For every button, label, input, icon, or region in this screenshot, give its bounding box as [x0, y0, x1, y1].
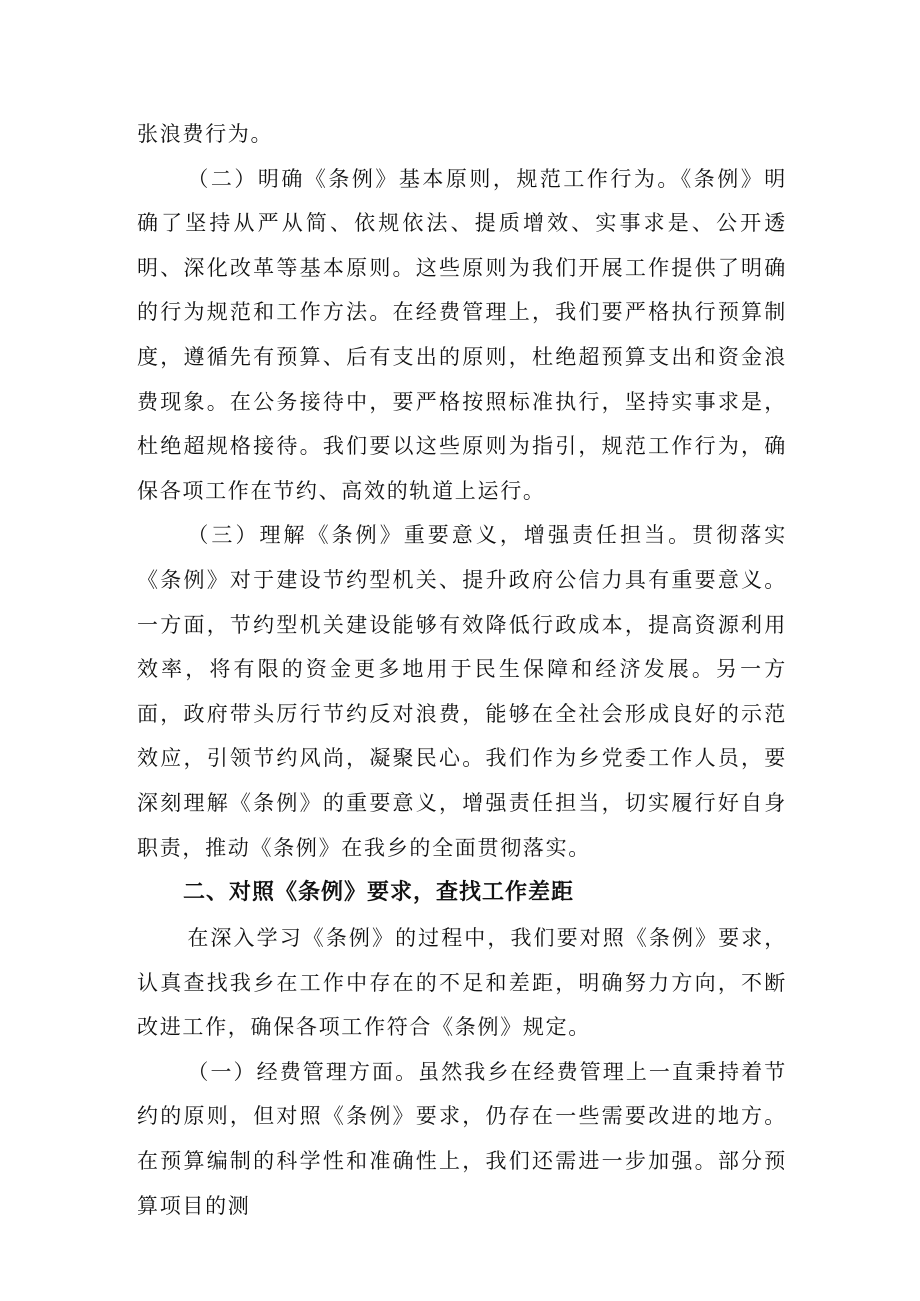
paragraph-continuation: 张浪费行为。 [137, 122, 274, 146]
paragraph-section-2-1: （一）经费管理方面。虽然我乡在经费管理上一直秉持着节约的原则，但对照《条例》要求，仍存在一些需要改进的地方。在预算编制的科学性和准确性上，我们还需进一步加强。部分预算项目的测 [137, 1059, 787, 1218]
paragraph-section-1-3: （三）理解《条例》重要意义，增强责任担当。贯彻落实《条例》对于建设节约型机关、提升政府公信力具有重要意义。一方面，节约型机关建设能够有效降低行政成本，提高资源利用效率，将有限的资金更多地用于民生保障和经济发展。另一方面，政府带头厉行节约反对浪费，能够在全社会形成良好的示范效应，引领节约风尚，凝聚民心。我们作为乡党委工作人员，要深刻理解《条例》的重要意义，增强责任担当，切实履行好自身职责，推动《条例》在我乡的全面贯彻落实。 [137, 523, 787, 860]
document-page [137, 112, 787, 1228]
paragraph-section-1-2: （二）明确《条例》基本原则，规范工作行为。《条例》明确了坚持从严从简、依规依法、提质增效、实事求是、公开透明、深化改革等基本原则。这些原则为我们开展工作提供了明确的行为规范和工作方法。在经费管理上，我们要严格执行预算制度，遵循先有预算、后有支出的原则，杜绝超预算支出和资金浪费现象。在公务接待中，要严格按照标准执行，坚持实事求是，杜绝超规格接待。我们要以这些原则为指引，规范工作行为，确保各项工作在节约、高效的轨道上运行。 [137, 166, 787, 503]
section-heading: 二、对照《条例》要求，查找工作差距 [183, 880, 575, 906]
paragraph-section-2-intro: 在深入学习《条例》的过程中，我们要对照《条例》要求，认真查找我乡在工作中存在的不足和差距，明确努力方向，不断改进工作，确保各项工作符合《条例》规定。 [137, 926, 787, 1040]
